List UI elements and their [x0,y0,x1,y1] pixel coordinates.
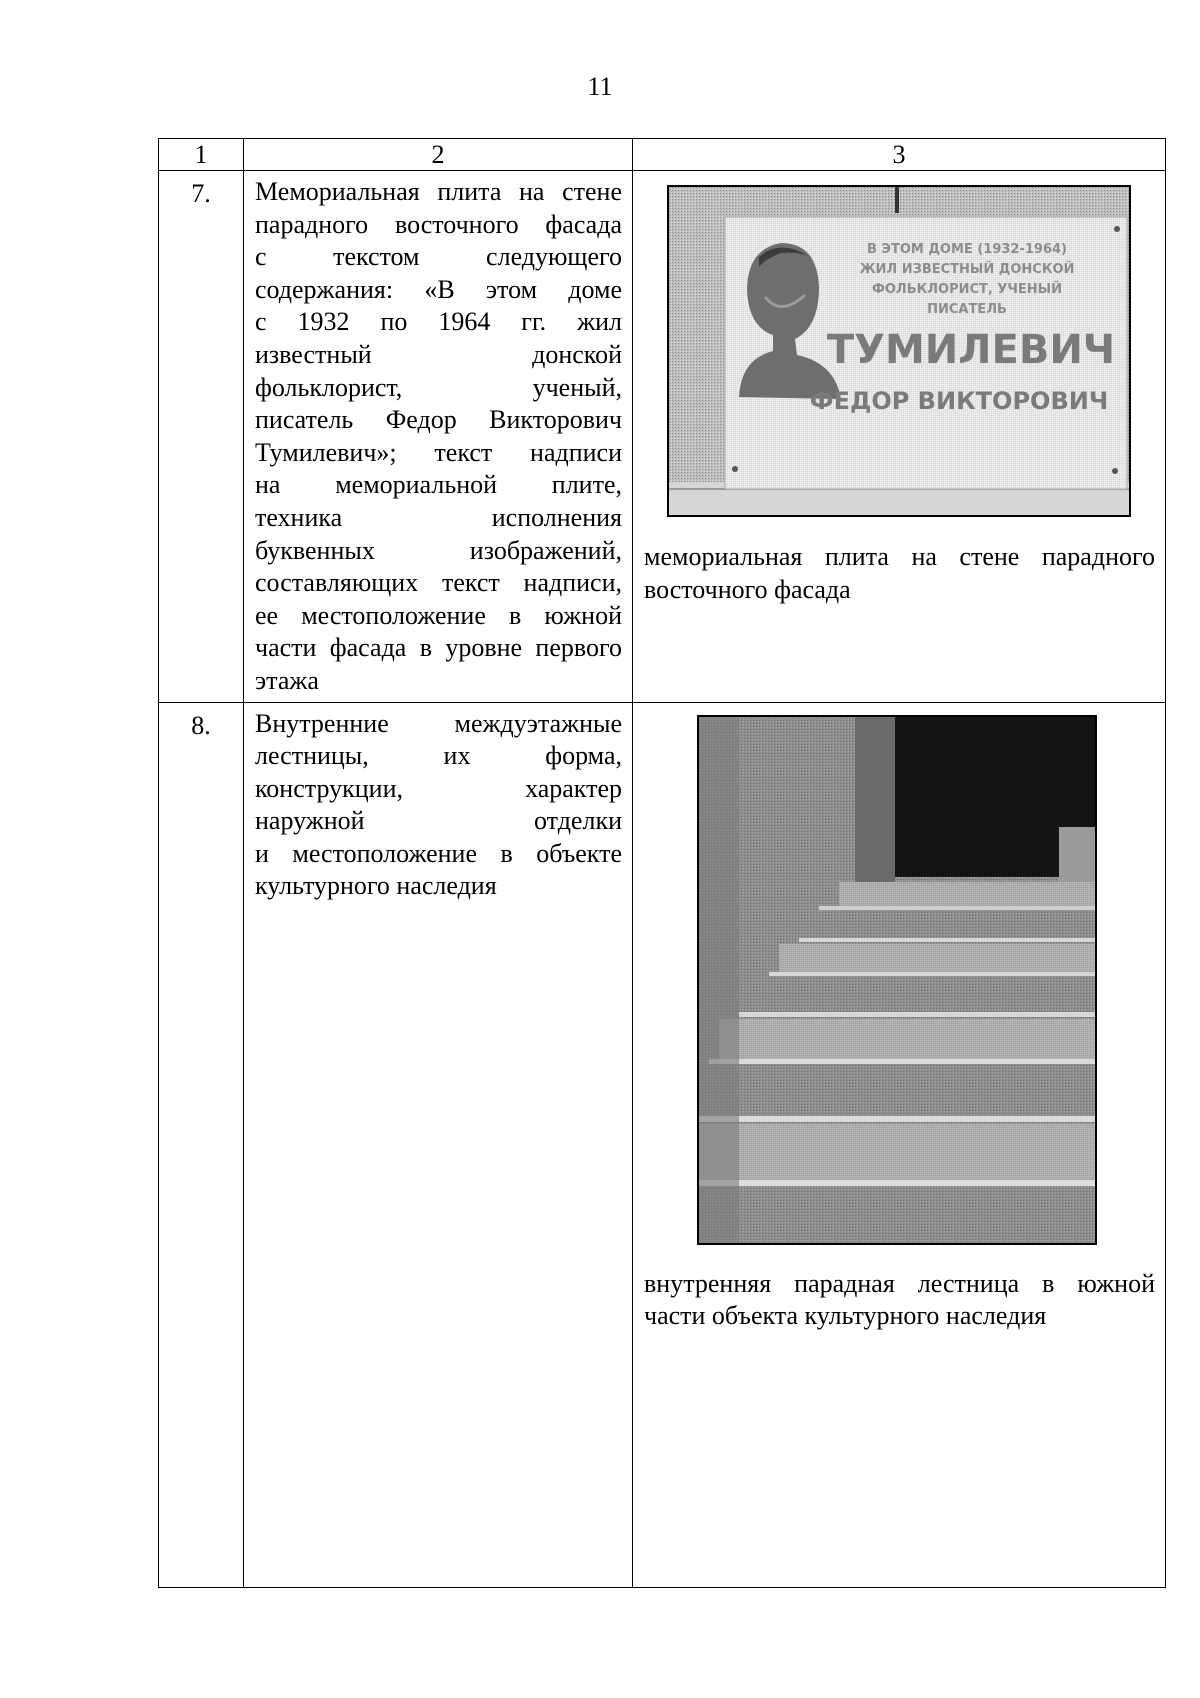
caption-line: внутренняя парадная лестница в южной [644,1268,1155,1298]
table-row [159,171,1166,703]
heritage-items-table [158,138,1166,1588]
description-line: на мемориальной плите, [255,470,622,500]
column-header-2: 2 [244,139,633,171]
description-line: писатель Федор Викторович [255,405,622,435]
row-description [244,702,633,1587]
description-line: культурного наследия [255,871,497,901]
description-line: техника исполнения [255,502,622,532]
caption-line: восточного фасада [644,574,851,604]
description-line: конструкции, характер [255,773,622,803]
row-number: 7. [159,171,244,703]
description-line: и местоположение в объекте [255,838,622,868]
memorial-plaque-photo [667,185,1131,517]
description-line: Внутренние междуэтажные [255,708,622,738]
column-header-1: 1 [159,139,244,171]
plaque-line: ЖИЛ ИЗВЕСТНЫЙ ДОНСКОЙ [859,262,1075,277]
description-line: содержания: «В этом доме [255,274,622,304]
description-line: лестницы, их форма, [255,741,622,771]
description-line: наружной отделки [255,806,622,836]
description-line: известный донской [255,339,622,369]
description-line: части фасада в уровне первого [255,633,622,663]
plaque-surname: ТУМИЛЕВИЧ [826,327,1116,373]
row-description [244,171,633,703]
caption-line: части объекта культурного наследия [644,1301,1047,1331]
plaque-line: В ЭТОМ ДОМЕ (1932-1964) [867,242,1067,257]
plaque-line: ПИСАТЕЛЬ [927,302,1007,317]
description-line: этажа [255,665,319,695]
plaque-name: ФЕДОР ВИКТОРОВИЧ [809,387,1109,415]
row-illustration [633,171,1166,703]
description-line: с текстом следующего [255,242,622,272]
description-line: составляющих текст надписи, [255,568,622,598]
table-row [159,702,1166,1587]
description-line: Мемориальная плита на стене [255,177,622,206]
description-line: парадного восточного фасада [255,209,622,239]
description-line: фольклорист, ученый, [255,372,622,402]
staircase-photo [697,715,1097,1245]
description-line: с 1932 по 1964 гг. жил [255,307,622,337]
column-header-3: 3 [633,139,1166,171]
page-number: 11 [587,72,613,101]
photo-caption [644,541,1155,606]
row-number: 8. [159,702,244,1587]
description-line: буквенных изображений, [255,535,622,565]
row-illustration [633,702,1166,1587]
photo-caption [644,1268,1155,1333]
caption-line: мемориальная плита на стене парадного [644,542,1155,571]
plaque-line: ФОЛЬКЛОРИСТ, УЧЕНЫЙ [871,282,1063,297]
description-line: Тумилевич»; текст надписи [255,437,622,467]
description-line: ее местоположение в южной [255,600,622,630]
table-header-row [159,139,1166,171]
